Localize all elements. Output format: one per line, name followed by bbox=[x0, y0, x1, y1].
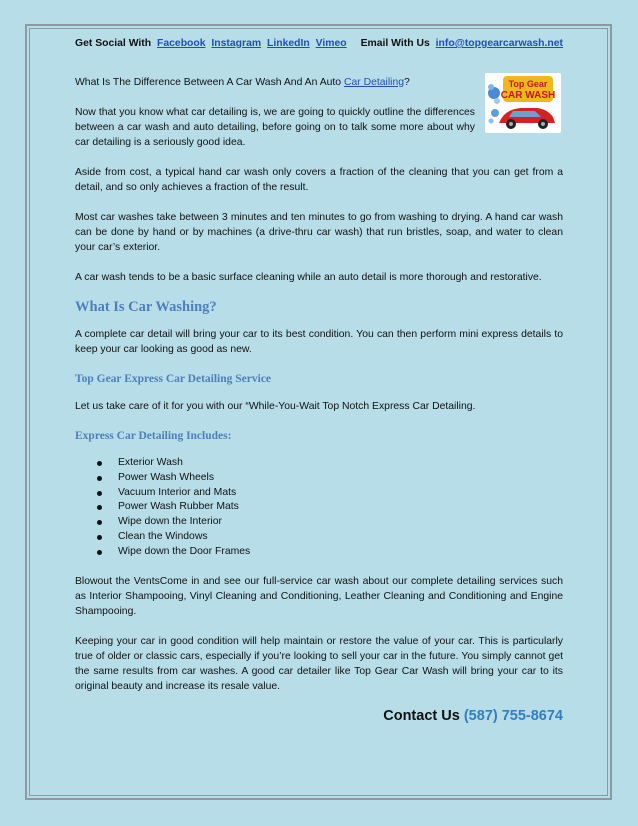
closing-paragraph-2: Keeping your car in good condition will help maintain or restore the value of your car. This is particularly true of older or classic cars, especially if you’re looking to sell your car in the future. You simply cannot get the same results from car washes. A good car detailer like Top Gear Car Wash will bring your car to its original beauty and increase its resale value. bbox=[75, 635, 563, 692]
list-item: Power Wash Rubber Mats bbox=[97, 500, 563, 515]
express-service-paragraph: Let us take care of it for you with our “While-You-Wait Top Notch Express Car Detailing. bbox=[75, 401, 476, 412]
email-group bbox=[361, 36, 563, 51]
intro-paragraph-2: Aside from cost, a typical hand car wash only covers a fraction of the cleaning that you can get from a detail, and so only achieves a fraction of the result. bbox=[75, 167, 563, 193]
intro-paragraph-1: Now that you know what car detailing is, we are going to quickly outline the differences between a car wash and auto detailing, before going on to talk some more about why car detailing is a seriously good idea. bbox=[75, 107, 475, 148]
document-body bbox=[75, 36, 563, 724]
question-suffix: ? bbox=[404, 77, 410, 88]
intro-section bbox=[75, 75, 563, 150]
email-label: Email With Us bbox=[360, 38, 430, 49]
list-item: Wipe down the Interior bbox=[97, 515, 563, 530]
contact-phone[interactable]: (587) 755-8674 bbox=[463, 707, 563, 724]
logo-text-line1: Top Gear bbox=[508, 79, 548, 89]
question-prefix: What Is The Difference Between A Car Wash And An Auto bbox=[75, 77, 344, 88]
instagram-link[interactable]: Instagram bbox=[211, 38, 262, 49]
list-item: Vacuum Interior and Mats bbox=[97, 486, 563, 501]
list-item: Power Wash Wheels bbox=[97, 471, 563, 486]
list-item: Clean the Windows bbox=[97, 530, 563, 545]
intro-question bbox=[75, 75, 475, 90]
car-wash-logo bbox=[485, 73, 561, 133]
car-logo-icon bbox=[485, 73, 561, 133]
social-label: Get Social With bbox=[75, 38, 152, 49]
section-heading-car-washing: What Is Car Washing? bbox=[75, 299, 217, 315]
intro-paragraph-3: Most car washes take between 3 minutes and ten minutes to go from washing to drying. A hand car wash can be done by hand or by machines (a drive-thru car wash) that run bristles, soap, and water to clean your car’s exterior. bbox=[75, 212, 563, 253]
contact-label: Contact Us bbox=[383, 707, 460, 724]
car-detailing-link[interactable]: Car Detailing bbox=[343, 77, 405, 88]
logo-text-line2: CAR WASH bbox=[500, 90, 556, 101]
linkedin-link[interactable]: LinkedIn bbox=[266, 38, 310, 49]
closing-paragraph-1: Blowout the VentsCome in and see our full-service car wash about our complete detailing services such as Interior Shampooing, Vinyl Cleaning and Conditioning, Leather Cleaning and Conditioning and Engine Shampooing. bbox=[75, 575, 563, 617]
intro-paragraph-4: A car wash tends to be a basic surface cleaning while an auto detail is more thorough and restorative. bbox=[75, 272, 542, 283]
list-item: Exterior Wash bbox=[97, 456, 563, 471]
vimeo-link[interactable]: Vimeo bbox=[315, 38, 347, 49]
section-heading-express-service: Top Gear Express Car Detailing Service bbox=[75, 373, 272, 385]
facebook-link[interactable]: Facebook bbox=[157, 38, 206, 49]
header-bar bbox=[75, 36, 563, 51]
contact-line bbox=[75, 709, 563, 724]
includes-list bbox=[75, 456, 563, 560]
email-link[interactable]: info@topgearcarwash.net bbox=[435, 38, 563, 49]
section-heading-includes: Express Car Detailing Includes: bbox=[75, 430, 232, 442]
social-links-group bbox=[75, 36, 350, 51]
list-item: Wipe down the Door Frames bbox=[97, 545, 563, 560]
car-washing-paragraph: A complete car detail will bring your car to its best condition. You can then perform mini express details to keep your car looking as good as new. bbox=[75, 329, 563, 355]
